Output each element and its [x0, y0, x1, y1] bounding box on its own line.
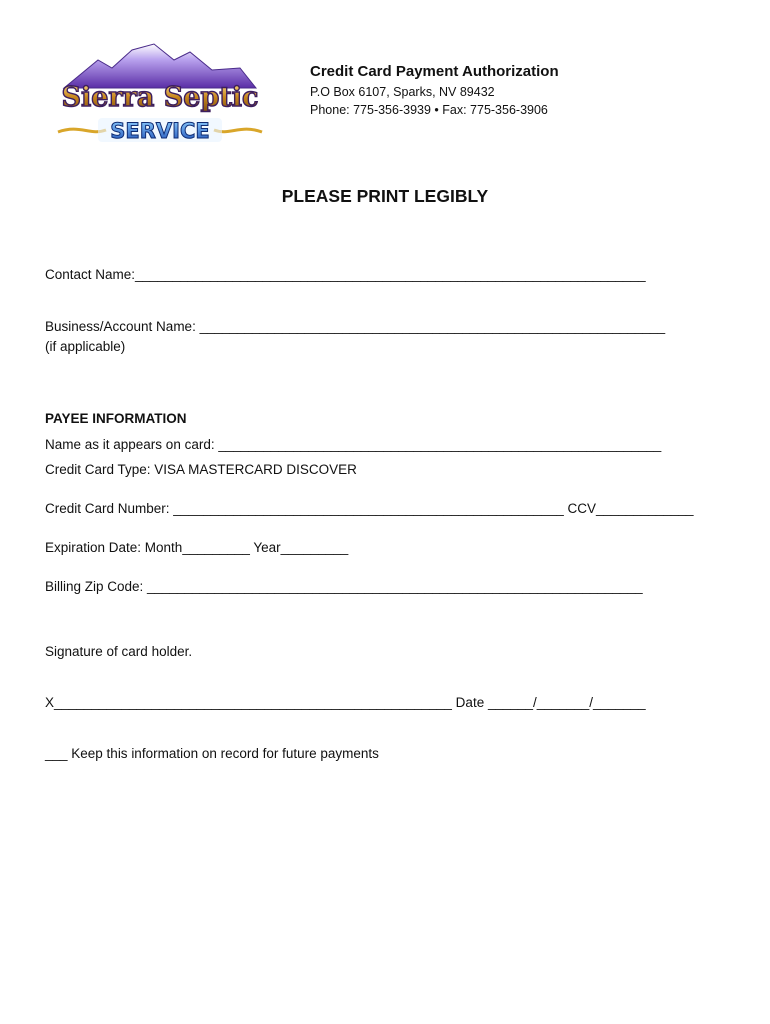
form-title: Credit Card Payment Authorization: [310, 63, 559, 80]
contact-name-field: Contact Name:____________________________________________________________________: [45, 267, 646, 282]
company-address: P.O Box 6107, Sparks, NV 89432: [310, 85, 495, 99]
logo-wordmark: Sierra Septic: [61, 82, 259, 113]
keep-on-record-option: ___ Keep this information on record for future payments: [45, 746, 379, 761]
name-on-card-field: Name as it appears on card: ___________________________________________________________: [45, 437, 662, 452]
business-name-note: (if applicable): [45, 339, 126, 354]
business-name-field: Business/Account Name: ______________________________________________________________: [45, 319, 666, 334]
card-type-field: Credit Card Type: VISA MASTERCARD DISCOVER: [45, 462, 357, 477]
sierra-septic-logo-graphic: [50, 40, 270, 148]
billing-zip-field: Billing Zip Code: __________________________________________________________________: [45, 579, 643, 594]
signature-date-line: X_____________________________________________________ Date ______/_______/_______: [45, 695, 646, 710]
card-number-field: Credit Card Number: ____________________________________________________ CCV_____________: [45, 501, 694, 516]
payee-information-heading: PAYEE INFORMATION: [45, 411, 187, 426]
company-logo: [50, 40, 270, 148]
expiration-date-field: Expiration Date: Month_________ Year_________: [45, 540, 349, 555]
logo-service-text: SERVICE: [110, 119, 210, 143]
company-phone-fax: Phone: 775-356-3939 • Fax: 775-356-3906: [310, 103, 548, 117]
signature-label: Signature of card holder.: [45, 644, 193, 659]
print-legibly-heading: PLEASE PRINT LEGIBLY: [281, 186, 489, 206]
